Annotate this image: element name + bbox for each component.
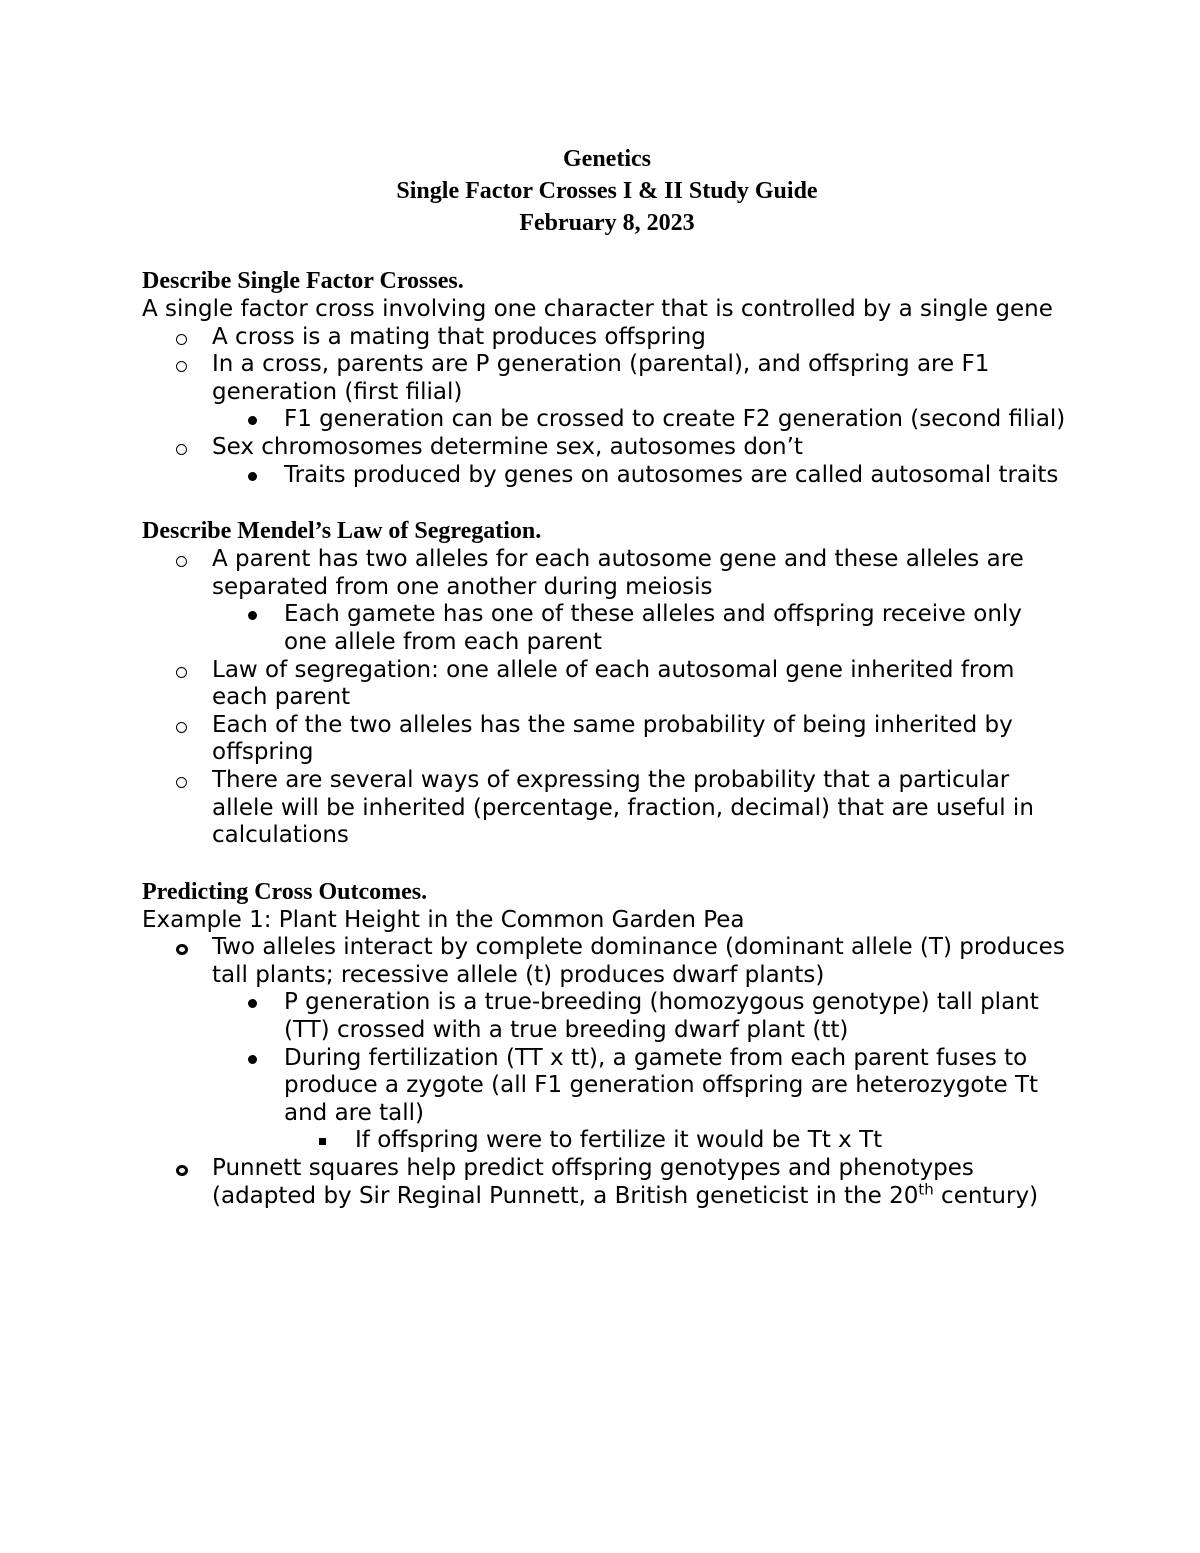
list-item — [142, 434, 1072, 462]
list-item — [142, 546, 1072, 601]
document-title: Genetics — [563, 146, 651, 172]
list-item — [142, 1155, 1072, 1210]
dot-bullet-icon — [248, 611, 257, 620]
section-heading: Describe Mendel’s Law of Segregation. — [142, 518, 542, 545]
section-single-factor-crosses — [142, 267, 1072, 489]
list-item-text: In a cross, parents are P generation (parental), and offspring are F1 generation (first filial) — [212, 351, 990, 405]
list-item-text: Law of segregation: one allele of each autosomal gene inherited from each parent — [212, 656, 1015, 711]
list-item-text: If offspring were to fertilize it would be Tt x Tt — [355, 1127, 883, 1154]
example-intro: Example 1: Plant Height in the Common Garden Pea — [142, 906, 745, 933]
list-item-text: Punnett squares help predict offspring genotypes and phenotypes (adapted by Sir Reginal Punnett, a British geneticist in the 20 — [212, 1155, 974, 1209]
circle-bullet-icon — [176, 944, 188, 955]
list-item-text: Sex chromosomes determine sex, autosomes don’t — [212, 433, 803, 460]
list-item — [142, 1127, 1072, 1155]
dot-bullet-icon — [248, 999, 257, 1008]
list-item-text: Two alleles interact by complete dominance (dominant allele (T) produces tall plants; recessive allele (t) produces dwarf plants) — [212, 934, 1065, 988]
document-date: February 8, 2023 — [519, 210, 695, 236]
list-item — [142, 1045, 1072, 1128]
list-item-text: Traits produced by genes on autosomes are called autosomal traits — [284, 461, 1059, 488]
list-item — [142, 601, 1072, 656]
section-heading: Describe Single Factor Crosses. — [142, 268, 464, 294]
list-item — [142, 462, 1072, 490]
list-item-text: During fertilization (TT x tt), a gamete from each parent fuses to produce a zygote (all F1 generation offspring are heterozygote Tt and are tall) — [284, 1044, 1039, 1126]
list-item — [142, 934, 1072, 989]
circle-bullet-icon — [176, 556, 187, 567]
list-item-text: Each gamete has one of these alleles and offspring receive only one allele from each parent — [284, 601, 1022, 655]
spacer — [142, 239, 1072, 267]
dot-bullet-icon — [248, 472, 257, 481]
list-item — [142, 351, 1072, 406]
section-predicting-cross-outcomes — [142, 878, 1072, 1211]
section-heading: Predicting Cross Outcomes. — [142, 878, 428, 905]
spacer — [142, 850, 1072, 878]
section-law-of-segregation — [142, 517, 1072, 850]
document-page — [142, 143, 1072, 1210]
circle-bullet-icon — [176, 722, 187, 733]
circle-bullet-icon — [176, 667, 187, 678]
list-item — [142, 657, 1072, 712]
list-item — [142, 767, 1072, 850]
list-item — [142, 712, 1072, 767]
list-item — [142, 989, 1072, 1044]
list-item-text: A parent has two alleles for each autosome gene and these alleles are separated from one another during meiosis — [212, 546, 1024, 600]
circle-bullet-icon — [176, 777, 187, 788]
title-block — [142, 143, 1072, 239]
list-item — [142, 324, 1072, 352]
circle-bullet-icon — [176, 444, 187, 455]
list-item-text-tail: century) — [933, 1182, 1039, 1209]
circle-bullet-icon — [176, 334, 187, 345]
list-item-text: F1 generation can be crossed to create F2 generation (second filial) — [284, 406, 1066, 433]
dot-bullet-icon — [248, 416, 257, 425]
list-item-text: A cross is a mating that produces offspring — [212, 323, 706, 350]
dot-bullet-icon — [248, 1055, 257, 1064]
list-item-text: Each of the two alleles has the same probability of being inherited by offspring — [212, 711, 1013, 766]
circle-bullet-icon — [176, 1165, 188, 1176]
intro-paragraph: A single factor cross involving one character that is controlled by a single gene — [142, 296, 1053, 322]
list-item-text: There are several ways of expressing the probability that a particular allele will be inherited (percentage, fraction, decimal) that are useful in calculations — [212, 766, 1034, 849]
spacer — [142, 489, 1072, 517]
superscript-th: th — [918, 1179, 934, 1198]
document-subtitle: Single Factor Crosses I & II Study Guide — [396, 178, 818, 204]
square-bullet-icon — [319, 1138, 326, 1145]
circle-bullet-icon — [176, 361, 187, 372]
list-item-text: P generation is a true-breeding (homozygous genotype) tall plant (TT) crossed with a true breeding dwarf plant (tt) — [284, 989, 1039, 1044]
list-item — [142, 406, 1072, 434]
